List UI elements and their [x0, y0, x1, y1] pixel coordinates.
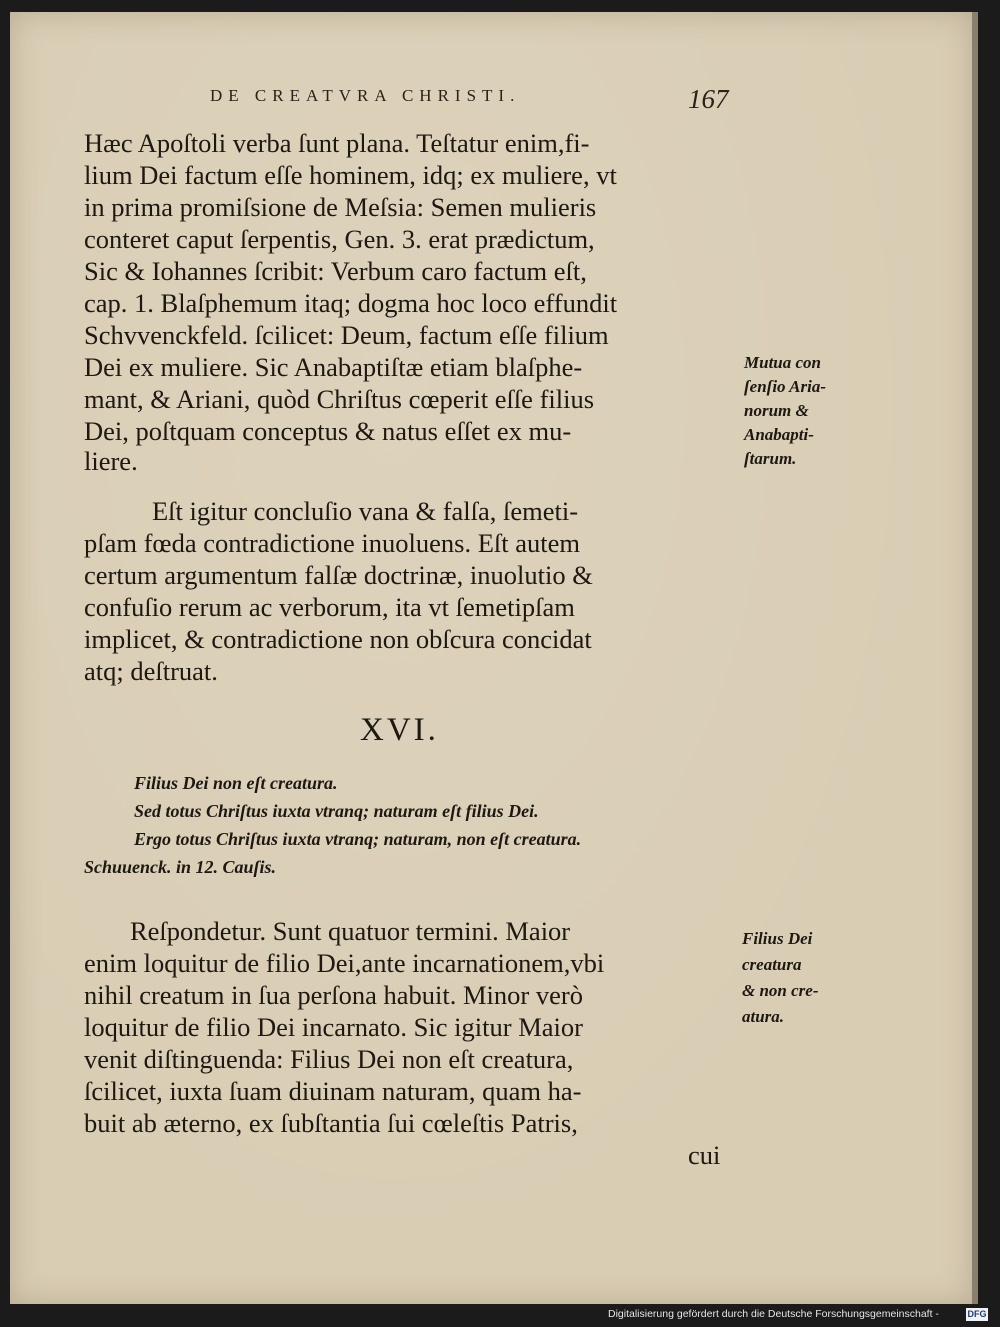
text-line: atq; deſtruat.	[84, 656, 218, 686]
text-line: cap. 1. Blaſphemum itaq; dogma hoc loco effundit	[84, 288, 618, 318]
running-head: DE CREATVRA CHRISTI.	[210, 86, 521, 105]
marginal-note-line: & non cre-	[742, 981, 819, 1000]
text-line: certum argumentum falſæ doctrinæ, inuolutio &	[84, 560, 593, 590]
syllogism-major: Filius Dei non eſt creatura.	[134, 773, 338, 793]
syllogism-conclusion: Ergo totus Chriſtus iuxta vtranq; naturam, non eſt creatura.	[134, 829, 582, 849]
page-number: 167	[688, 84, 729, 114]
text-line: venit diſtinguenda: Filius Dei non eſt creatura,	[84, 1044, 574, 1074]
text-line: mant, & Ariani, quòd Chriſtus cœperit eſſe filius	[84, 384, 595, 414]
text-line: Reſpondetur. Sunt quatuor termini. Maior	[130, 916, 571, 946]
text-line: Eſt igitur concluſio vana & falſa, ſemeti-	[152, 496, 579, 526]
text-line: nihil creatum in ſua perſona habuit. Minor verò	[84, 980, 583, 1010]
marginal-note-line: atura.	[742, 1007, 785, 1026]
marginal-note-line: Anabapti-	[744, 425, 814, 444]
catchword: cui	[688, 1140, 721, 1170]
text-line: lium Dei factum eſſe hominem, idq; ex muliere, vt	[84, 160, 617, 190]
marginal-note-line: Mutua con	[744, 353, 821, 372]
text-line: implicet, & contradictione non obſcura concidat	[84, 624, 592, 654]
marginal-note-line: Filius Dei	[742, 929, 813, 948]
text-line: in prima promiſsione de Meſsia: Semen mulieris	[84, 192, 597, 222]
text-line: confuſio rerum ac verborum, ita vt ſemetipſam	[84, 592, 575, 622]
text-line: Dei ex muliere. Sic Anabaptiſtæ etiam blaſphe-	[84, 352, 583, 382]
text-line: ſcilicet, iuxta ſuam diuinam naturam, quam ha-	[84, 1076, 582, 1106]
text-line: conteret caput ſerpentis, Gen. 3. erat prædictum,	[84, 224, 595, 254]
text-line: Dei, poſtquam conceptus & natus eſſet ex mu-	[84, 416, 572, 446]
text-line: buit ab æterno, ex ſubſtantia ſui cœleſtis Patris,	[84, 1108, 578, 1138]
text-line: liere.	[84, 446, 138, 476]
page-edge	[972, 12, 978, 1304]
marginal-note-line: ſtarum.	[744, 449, 797, 468]
text-line: Hæc Apoſtoli verba ſunt plana. Teſtatur enim,fi-	[84, 128, 590, 158]
text-line: pſam fœda contradictione inuoluens. Eſt autem	[84, 528, 580, 558]
dfg-logo: DFG	[967, 1309, 987, 1319]
section-heading: XVI.	[360, 712, 439, 748]
text-line: Schvvenckfeld. ſcilicet: Deum, factum eſſe filium	[84, 320, 609, 350]
marginal-note-line: norum &	[744, 401, 809, 420]
marginal-note-line: creatura	[742, 955, 802, 974]
syllogism-minor: Sed totus Chriſtus iuxta vtranq; naturam eſt filius Dei.	[134, 801, 539, 821]
marginal-note-line: ſenſio Aria-	[744, 377, 827, 396]
text-line: enim loquitur de filio Dei,ante incarnationem,vbi	[84, 948, 605, 978]
text-line: loquitur de filio Dei incarnato. Sic igitur Maior	[84, 1012, 583, 1042]
text-line: Sic & Iohannes ſcribit: Verbum caro factum eſt,	[84, 256, 587, 286]
syllogism-source: Schuuenck. in 12. Cauſis.	[84, 857, 277, 877]
funding-credit: Digitalisierung gefördert durch die Deutsche Forschungsgemeinschaft -	[608, 1308, 939, 1320]
